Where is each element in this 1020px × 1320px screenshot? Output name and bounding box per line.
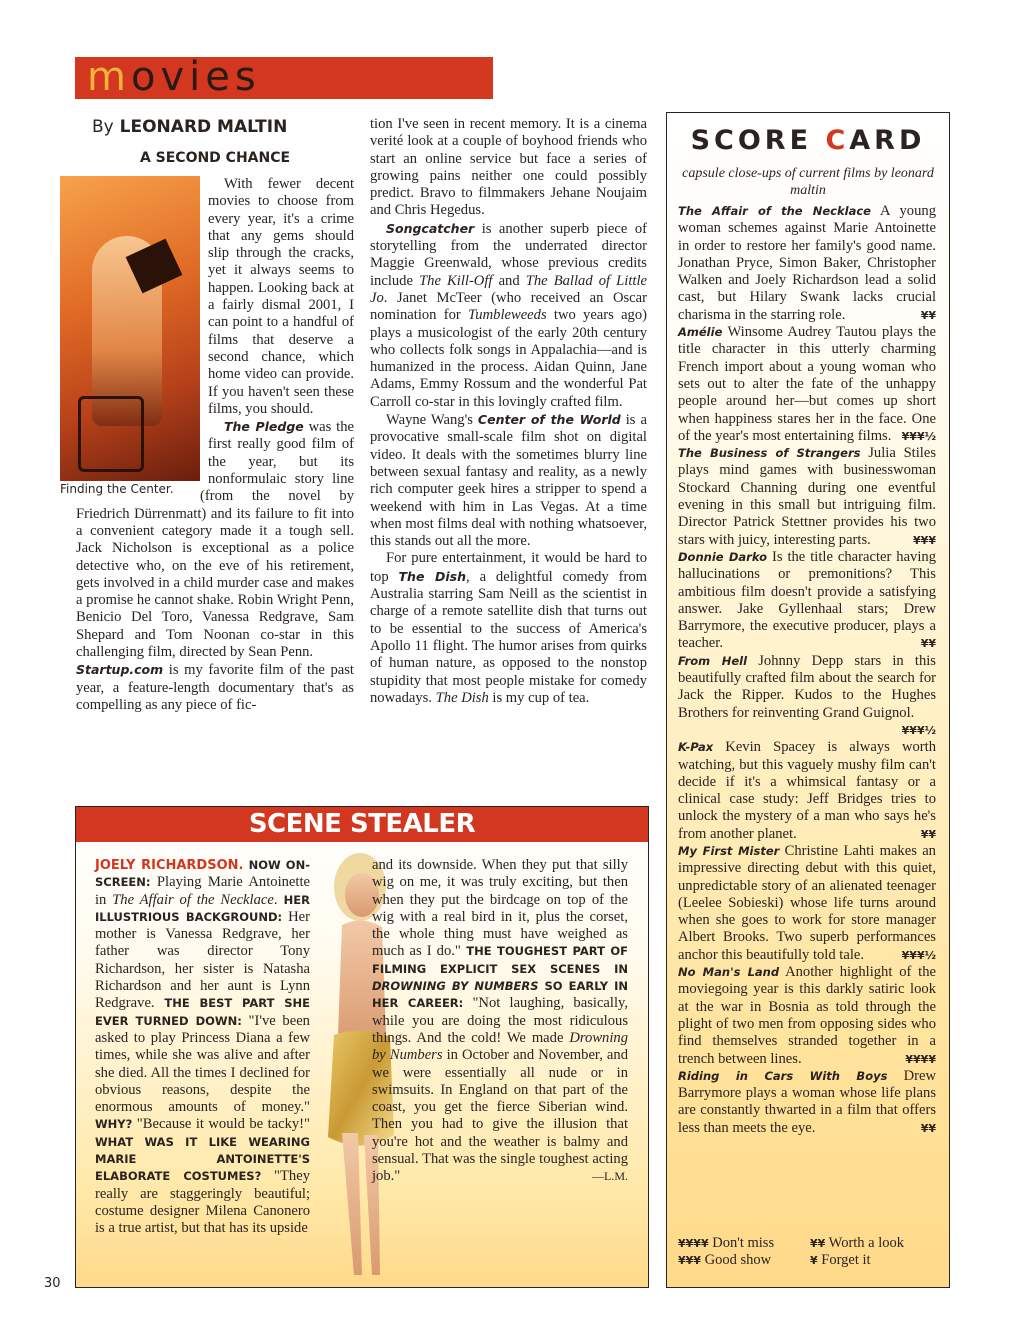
legend-symbol: ¥¥ [810, 1237, 826, 1250]
score-card-entry-text: Winsome Audrey Tautou plays the title character in this utterly charming French import about a young woman who sets out to alter the fate of the unhappy people around her—but comes up short when happiness stares her in the face. One of the year's most entertaining films. [678, 324, 936, 444]
score-card-entry-rating: ¥¥¥ [913, 533, 936, 547]
film-title: The Pledge [224, 419, 304, 435]
score-card-entry [678, 964, 936, 1068]
score-card-entry-text: Another highlight of the moviegoing year is this darkly satiric look at the war in Bosnia as told through the plight of two men from opposing sides who find themselves stranded together in a trench between lines. [678, 964, 936, 1067]
section-title-first-letter: m [87, 54, 131, 100]
score-card-entry-rating: ¥¥¥½ [901, 948, 936, 962]
score-card-entry [678, 843, 936, 964]
score-card-entry-rating: ¥¥ [920, 827, 936, 841]
legend-label: Forget it [817, 1252, 871, 1268]
score-card-entry [678, 549, 936, 653]
film-title: The Dish [398, 568, 467, 584]
paragraph-text: is my favorite film of the past year, a feature-length documentary that's as compelling as any piece of fic- [76, 662, 354, 713]
score-card-legend [678, 1235, 938, 1269]
article-paragraph [370, 116, 647, 220]
score-card-entry-rating: ¥¥ [920, 1121, 936, 1135]
score-card-title: SCORE CARD [690, 125, 926, 156]
article-column-1 [60, 176, 354, 714]
score-card-entry-title: From Hell [678, 653, 748, 668]
score-card-subtitle: capsule close-ups of current films by leonard maltin [682, 166, 934, 198]
legend-item [810, 1252, 938, 1269]
legend-label: Don't miss [708, 1235, 775, 1251]
article-paragraph: For pure entertainment, it would be hard to top The Dish, a delightful comedy from Australia starring Sam Neill as the scientist in charge of a remote satellite dish that turns out to be essential to the success of America's Apollo 11 flight. The humor arises from quirks of human nature, as opposed to the nonstop stupidity that most people mistake for comedy nowadays. The Dish is my cup of tea. [370, 550, 647, 706]
score-card-entry-title: Donnie Darko [678, 549, 767, 564]
film-title: The Ballad of Little Jo [370, 272, 647, 306]
interview-column-left: JOELY RICHARDSON. NOW ON-SCREEN: Playing Marie Antoinette in The Affair of the Necklace. HER ILLUSTRIOUS BACKGROUND: Her mother is Vanessa Redgrave, her father was director Tony Richardson, her sister is Natasha Richardson and her aunt is Lynn Redgrave. THE BEST PART SHE EVER TURNED DOWN: "I've been asked to play Princess Diana a few times, while she was alive and after she died. All the times I declined for obvious reasons, despite the enormous amounts of money." WHY? "Because it would be tacky!" WHAT WAS IT LIKE WEARING MARIE ANTOINETTE'S ELABORATE COSTUMES? "They really are staggeringly beautiful; costume designer Milena Canonero is a true artist, but that has its upside [95, 858, 311, 1237]
section-title [87, 54, 261, 100]
score-card-entry [678, 445, 936, 549]
film-title: Center of the World [477, 412, 621, 428]
legend-item [678, 1235, 806, 1252]
scene-stealer-box [75, 806, 649, 1288]
article-paragraph: Wayne Wang's Center of the World is a provocative small-scale film shot on digital video. It deals with the sometimes blurry line between sexual fantasy and reality, as a newly rich computer geek hires a stripper to spend a weekend with him in Las Vegas. At a time when most films deal with nothing whatsoever, this stands out all the more. [370, 412, 647, 550]
legend-row [678, 1235, 938, 1252]
actress-leg-left [342, 1133, 362, 1275]
photo-caption: Finding the Center. [60, 482, 174, 496]
byline [92, 117, 287, 137]
film-title: The Kill-Off [419, 272, 493, 289]
score-card-entry-title: The Affair of the Necklace [678, 204, 871, 218]
byline-author: LEONARD MALTIN [119, 117, 288, 137]
legend-label: Good show [700, 1252, 772, 1268]
article-column-2 [370, 116, 647, 707]
score-card-entry-title: No Man's Land [678, 965, 780, 980]
score-card-entry-title: The Business of Strangers [678, 446, 861, 461]
section-title-rest: ovies [130, 54, 261, 100]
article-photo [60, 176, 200, 481]
score-card-entry-text: Kevin Spacey is always worth watching, but this vaguely mushy film can't decide if it's a whimsical fantasy or a clinical case study: Jeff Bridges tries to unlock the mystery of a man who says he's from another planet. [678, 739, 936, 842]
score-card-entry-text: A young woman schemes against Marie Antoinette in order to restore her family's good name. Jonathan Pryce, Simon Baker, Christopher Walken and Joely Richardson lead a solid cast, but Hilary Swank lacks crucial charisma in the starring role. [678, 203, 936, 323]
score-card-entry-text: Christine Lahti makes an impressive directing debut with this quiet, unpredictable story of an alienated teenager (Leelee Sobieski) whose life turns around when she goes to work for store manager Albert Brooks. Two superb performances anchor this beautifully told tale. [678, 842, 936, 963]
score-card-entry [678, 1068, 936, 1137]
score-card-entry [678, 653, 936, 739]
score-card-entry-rating: ¥¥ [920, 308, 936, 322]
score-card-entry-title: My First Mister [678, 843, 780, 858]
legend-row [678, 1252, 938, 1269]
article-subhead: A SECOND CHANCE [139, 150, 291, 166]
score-card-entry-rating: ¥¥¥½ [901, 723, 936, 737]
legend-symbol: ¥ [810, 1254, 818, 1267]
article-paragraph [76, 661, 354, 714]
film-title: Tumbleweeds [468, 307, 547, 324]
interview-subject: JOELY RICHARDSON. [95, 858, 244, 873]
score-card-entry-title: K-Pax [678, 740, 714, 755]
legend-item [678, 1252, 806, 1269]
score-card-entries [678, 203, 936, 1137]
score-card-entry [678, 739, 936, 843]
score-card-entry-rating: ¥¥¥¥ [905, 1052, 936, 1066]
article-paragraph: The Pledge was the first really good film of the year, but its nonformulaic story line (from the novel by Friedrich Dürrenmatt) and its failure to fit into a convenient category made it a tough sell. Jack Nicholson is exceptional as a police detective who, on the eve of his retirement, gets involved in a child murder case and makes a promise he cannot shake. Robin Wright Penn, Benicio Del Toro, Vanessa Redgrave, Sam Shepard and Tom Noonan co-star in this challenging film, directed by Sean Penn. [76, 419, 354, 661]
film-title: Startup.com [76, 662, 164, 678]
score-card-entry-title: Riding in Cars With Boys [678, 1068, 888, 1083]
legend-symbol: ¥¥¥ [678, 1254, 701, 1267]
article-paragraph: Songcatcher is another superb piece of storytelling from the underrated director Maggie Greenwald, whose previous credits include The Kill-Off and The Ballad of Little Jo. Janet McTeer (who received an Oscar nomination for Tumbleweeds two years ago) plays a musicologist of the early 20th century who collects folk songs in Appalachia—and is humanized in the process. Aidan Quinn, Jane Adams, Emmy Rossum and the wonderful Pat Carroll co-star in this lovingly crafted film. [370, 220, 647, 410]
photo-chair [78, 396, 144, 472]
score-card-entry-rating: ¥¥ [920, 637, 936, 651]
score-card-entry-text: Drew Barrymore plays a woman whose life plans are constantly thwarted in a film that offers less than meets the eye. [678, 1067, 936, 1136]
legend-item [810, 1235, 938, 1252]
legend-label: Worth a look [825, 1235, 905, 1251]
score-card-entry-rating: ¥¥¥½ [901, 429, 936, 443]
byline-prefix: By [92, 117, 114, 137]
score-card [666, 112, 950, 1288]
section-banner [75, 54, 493, 100]
signature: —L.M. [592, 1169, 628, 1184]
score-card-entry [678, 203, 936, 324]
score-card-entry [678, 324, 936, 445]
film-title: Songcatcher [386, 220, 475, 236]
score-card-entry-text: Johnny Depp stars in this beautifully crafted film about the search for Jack the Ripper. Kudos to the Hughes Brothers for reinventing Grand Guignol. [678, 652, 936, 721]
page-number: 30 [44, 1276, 61, 1291]
score-card-entry-title: Amélie [678, 325, 723, 340]
paragraph-text: tion I've seen in recent memory. It is a cinema verité look at a couple of boyhood friends who start an online service but face a series of growing pains neither one could possibly predict. Bravo to filmmakers Jehane Noujaim and Chris Hegedus. [370, 116, 647, 219]
legend-symbol: ¥¥¥¥ [678, 1237, 709, 1250]
scene-stealer-heading: SCENE STEALER [76, 807, 648, 842]
score-card-entry-text: Julia Stiles plays mind games with businesswoman Stockard Channing during one eventful evening in this small but intriguing film. Director Patrick Stettner provides his two stars with juicy, interesting parts. [678, 445, 937, 548]
film-title: The Dish [435, 689, 489, 706]
interview-column-right: and its downside. When they put that silly wig on me, it was truly exciting, but then when they put the birdcage on top of the wig with a real bird in it, plus the corset, the whole thing must have weighed as much as I do." THE TOUGHEST PART OF FILMING EXPLICIT SEX SCENES IN DROWNING BY NUMBERS SO EARLY IN HER CAREER: "Not laughing, basically, while you are doing the most ridiculous things. And the cold! We made Drowning by Numbers in October and November, and we were essentially all nude or in swimsuits. In England on that part of the coast, you get the fierce Siberian wind. Then you had to give the illusion that you're hot and the weather is balmy and sensual. That was the single toughest acting job." —L.M. [372, 857, 628, 1185]
article-paragraph: With fewer decent movies to choose from every year, it's a crime that any gems should slip through the cracks, yet it always seems to happen. Looking back at a fairly dismal 2001, I can point to a handful of films that deserve a second chance, which home video can provide. If you haven't seen these films, you should. [208, 176, 354, 417]
score-card-entry-text: Is the title character having hallucinations or premonitions? This ambitious film doesn't provide a satisfying answer. Jake Gyllenhaal stars; Drew Barrymore, the executive producer, plays a teacher. [678, 548, 937, 652]
